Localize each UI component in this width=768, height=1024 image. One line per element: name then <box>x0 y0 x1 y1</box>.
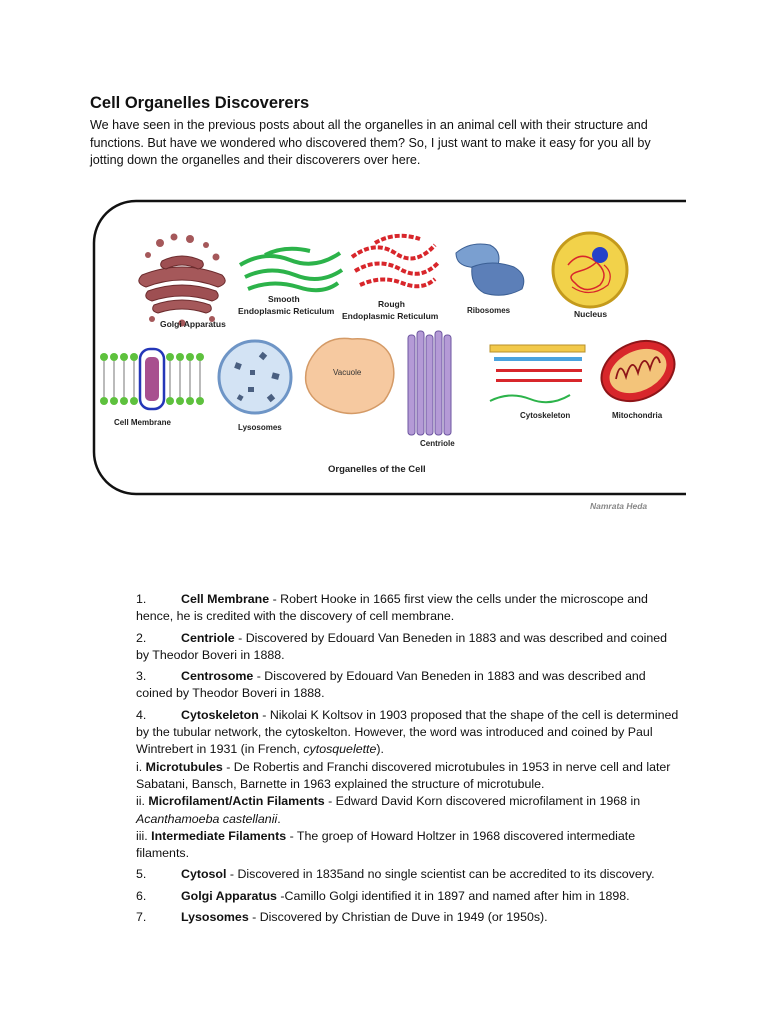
sub-text: - Edward David Korn discovered microfilament in 1968 in <box>324 794 641 809</box>
rough-er-illustration <box>352 236 438 286</box>
lysosomes-label: Lysosomes <box>238 423 282 432</box>
list-item <box>136 909 681 926</box>
list-number: 7. <box>136 910 147 925</box>
organelles-figure <box>90 195 700 520</box>
golgi-label: Golgi Apparatus <box>160 319 226 329</box>
centriole-illustration <box>408 331 451 435</box>
cell-membrane-label: Cell Membrane <box>114 418 171 427</box>
sub-list-item <box>136 793 681 828</box>
smooth-er-illustration <box>240 249 342 290</box>
ribosomes-label: Ribosomes <box>467 306 511 315</box>
list-item <box>136 707 681 759</box>
cell-membrane-illustration <box>100 349 204 409</box>
sub-term: Microfilament/Actin Filaments <box>148 794 325 809</box>
sub-prefix: iii. <box>136 828 152 843</box>
sub-list-item <box>136 759 681 794</box>
sub-italic: Acanthamoeba castellanii <box>136 811 278 826</box>
sub-text-after: . <box>277 811 281 826</box>
sub-term: Microtubules <box>145 759 223 774</box>
mitochondria-label: Mitochondria <box>612 411 663 420</box>
cytoskeleton-label: Cytoskeleton <box>520 411 571 420</box>
list-number: 1. <box>136 592 147 606</box>
list-text: - Discovered in 1835and no single scientist can be accredited to its discovery. <box>226 867 655 882</box>
sub-text: - The groep of Howard Holtzer in 1968 discovered intermediate filaments. <box>136 828 636 861</box>
lysosomes-illustration <box>219 341 291 413</box>
rough-er-label-1: Rough <box>378 299 405 309</box>
sub-list-item <box>136 828 681 863</box>
list-text: - Discovered by Edouard Van Beneden in 1883 and was described and coined by Theodor Boveri in 1888. <box>136 669 646 701</box>
rough-er-label-2: Endoplasmic Reticulum <box>342 311 439 321</box>
list-number: 6. <box>136 888 147 903</box>
list-term: Golgi Apparatus <box>181 888 277 903</box>
smooth-er-label-1: Smooth <box>268 294 300 304</box>
vacuole-label: Vacuole <box>333 368 362 377</box>
list-text: - Discovered by Edouard Van Beneden in 1883 and was described and coined by Theodor Boveri in 1888. <box>136 630 668 662</box>
list-term: Centrosome <box>181 669 254 684</box>
nucleus-illustration <box>553 233 627 307</box>
mitochondria-illustration <box>592 330 685 413</box>
list-term: Centriole <box>181 630 235 645</box>
list-text-after: ). <box>376 742 384 757</box>
list-text: -Camillo Golgi identified it in 1897 and named after him in 1898. <box>276 888 630 903</box>
ribosomes-illustration <box>456 244 524 295</box>
list-term: Cytoskeleton <box>181 707 259 722</box>
list-term: Cytosol <box>181 867 227 882</box>
list-term: Lysosomes <box>181 910 249 925</box>
figure-caption: Organelles of the Cell <box>328 464 426 475</box>
list-item <box>136 866 681 883</box>
sub-prefix: i. <box>136 759 146 774</box>
list-item <box>136 668 681 703</box>
list-number: 4. <box>136 707 147 722</box>
list-item <box>136 630 681 665</box>
discoverers-list <box>136 591 681 930</box>
smooth-er-label-2: Endoplasmic Reticulum <box>238 306 335 316</box>
sub-prefix: ii. <box>136 794 149 809</box>
cytoskeleton-illustration <box>490 345 585 402</box>
sub-term: Intermediate Filaments <box>151 828 287 843</box>
intro-paragraph: We have seen in the previous posts about all the organelles in an animal cell with their structure and functions. But have we wondered who discovered them? So, I just want to make it easy for you all by jotting down the organelles and their discoverers over here. <box>90 118 651 167</box>
list-text: - Nikolai K Koltsov in 1903 proposed that the shape of the cell is determined by the tubular network, the cytoskelton. However, the word was introduced and coined by Paul Wintrebert in 1931 (in French, <box>136 707 679 757</box>
nucleus-label: Nucleus <box>574 309 608 319</box>
list-number: 2. <box>136 630 147 645</box>
figure-credit: Namrata Heda <box>590 501 648 511</box>
list-number: 5. <box>136 867 147 882</box>
list-term: Cell Membrane <box>181 592 270 606</box>
list-text: - Robert Hooke in 1665 first view the cells under the microscope and hence, he is credited with the discovery of cell membrane. <box>136 592 648 624</box>
list-item <box>136 888 681 905</box>
list-number: 3. <box>136 669 147 684</box>
page-title: Cell Organelles Discoverers <box>90 94 310 112</box>
list-item <box>136 591 681 626</box>
centriole-label: Centriole <box>420 439 455 448</box>
list-text: - Discovered by Christian de Duve in 1949 (or 1950s). <box>248 910 548 925</box>
golgi-apparatus-illustration <box>139 234 225 327</box>
sub-text: - De Robertis and Franchi discovered microtubules in 1953 in nerve cell and later Sabatani, Bansch, Barnette in 1963 explained the structure of microtubule. <box>136 759 671 791</box>
list-italic: cytosquelette <box>303 742 377 757</box>
